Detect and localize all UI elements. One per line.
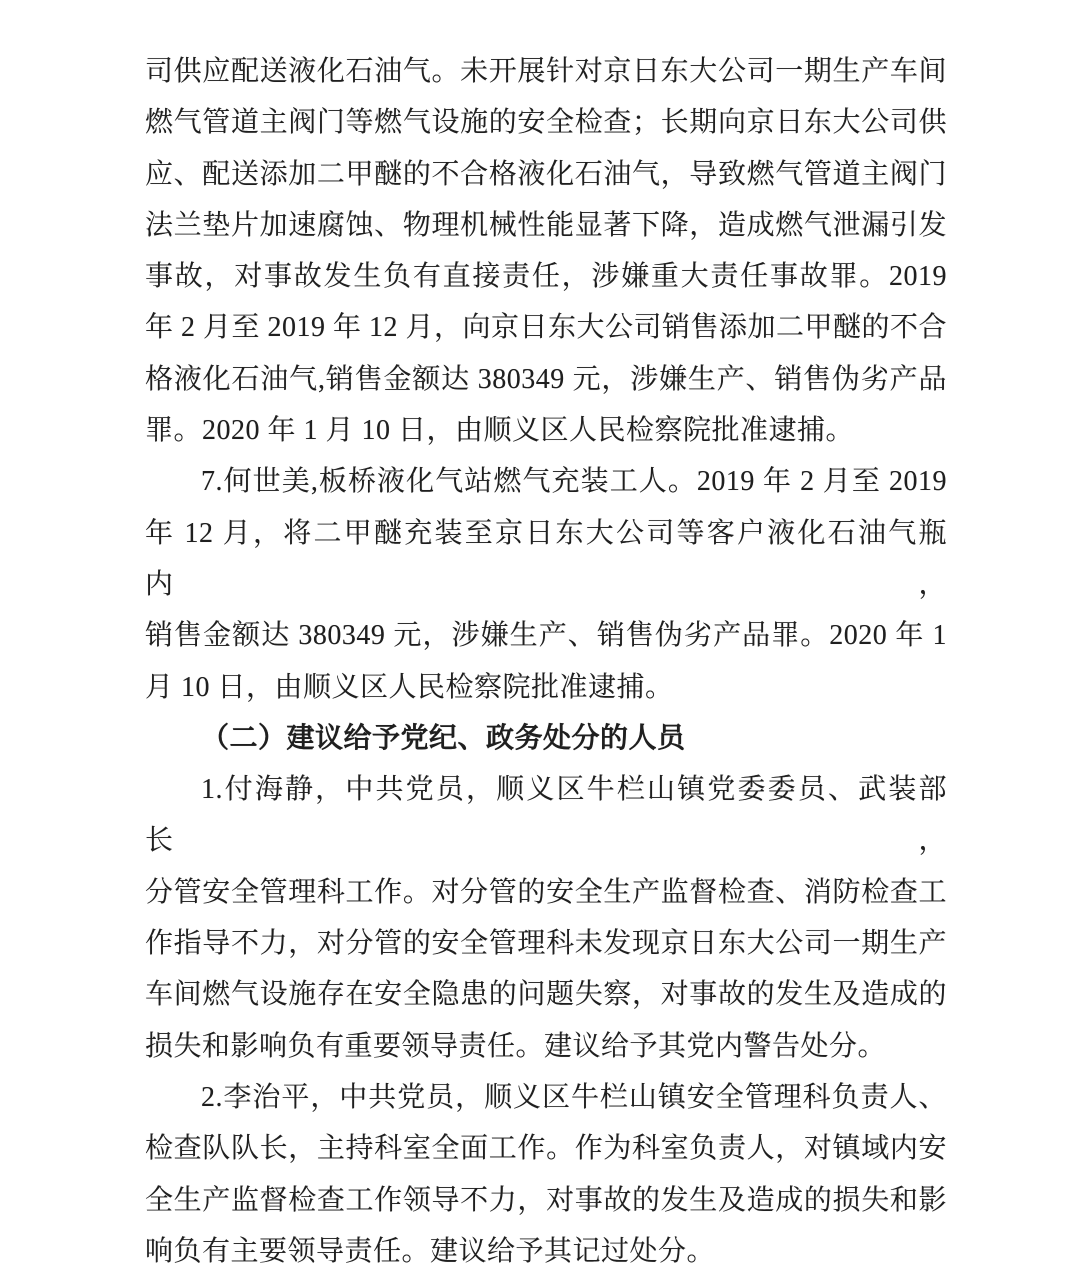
text-line: 2.李治平，中共党员，顺义区牛栏山镇安全管理科负责人、	[201, 1081, 947, 1113]
text-line: 法兰垫片加速腐蚀、物理机械性能显著下降，造成燃气泄漏引发	[145, 209, 947, 241]
text-line: 事故，对事故发生负有直接责任，涉嫌重大责任事故罪。2019	[145, 261, 947, 293]
text-line: 车间燃气设施存在安全隐患的问题失察，对事故的发生及造成的	[145, 979, 947, 1011]
text-line: 响负有主要领导责任。建议给予其记过处分。	[145, 1235, 716, 1267]
text-line: 作指导不力，对分管的安全管理科未发现京日东大公司一期生产	[145, 928, 947, 960]
text-line: 年 12 月，将二甲醚充装至京日东大公司等客户液化石油气瓶内，	[145, 517, 947, 600]
text-line: 月 10 日，由顺义区人民检察院批准逮捕。	[145, 671, 674, 703]
text-line: 销售金额达 380349 元，涉嫌生产、销售伪劣产品罪。2020 年 1	[145, 620, 947, 652]
text-line: 损失和影响负有重要领导责任。建议给予其党内警告处分。	[145, 1030, 887, 1062]
text-line: 格液化石油气,销售金额达 380349 元，涉嫌生产、销售伪劣产品	[145, 363, 947, 395]
text-line: 年 2 月至 2019 年 12 月，向京日东大公司销售添加二甲醚的不合	[145, 312, 948, 344]
text-line: （二）建议给予党纪、政务处分的人员	[201, 722, 686, 754]
heading-section-two-discipline	[145, 713, 947, 764]
text-line: 罪。2020 年 1 月 10 日，由顺义区人民检察院批准逮捕。	[145, 415, 855, 447]
text-line: 燃气管道主阀门等燃气设施的安全检查；长期向京日东大公司供	[145, 107, 947, 139]
para-person-1-fuhaijing	[145, 764, 947, 1072]
text-line: 分管安全管理科工作。对分管的安全生产监督检查、消防检查工	[145, 876, 947, 908]
para-suspect-7-heshimei	[145, 456, 947, 712]
text-line: 应、配送添加二甲醚的不合格液化石油气，导致燃气管道主阀门	[145, 158, 947, 190]
text-line: 全生产监督检查工作领导不力，对事故的发生及造成的损失和影	[145, 1184, 947, 1216]
text-line: 检查队队长，主持科室全面工作。作为科室负责人，对镇域内安	[145, 1133, 947, 1165]
para-person-2-lizhiping	[145, 1072, 947, 1277]
text-line: 7.何世美,板桥液化气站燃气充装工人。2019 年 2 月至 2019	[201, 466, 947, 498]
para-suspect-6-continuation	[145, 46, 947, 456]
text-line: 1.付海静，中共党员，顺义区牛栏山镇党委委员、武装部长，	[145, 774, 947, 857]
text-line: 司供应配送液化石油气。未开展针对京日东大公司一期生产车间	[145, 56, 947, 87]
